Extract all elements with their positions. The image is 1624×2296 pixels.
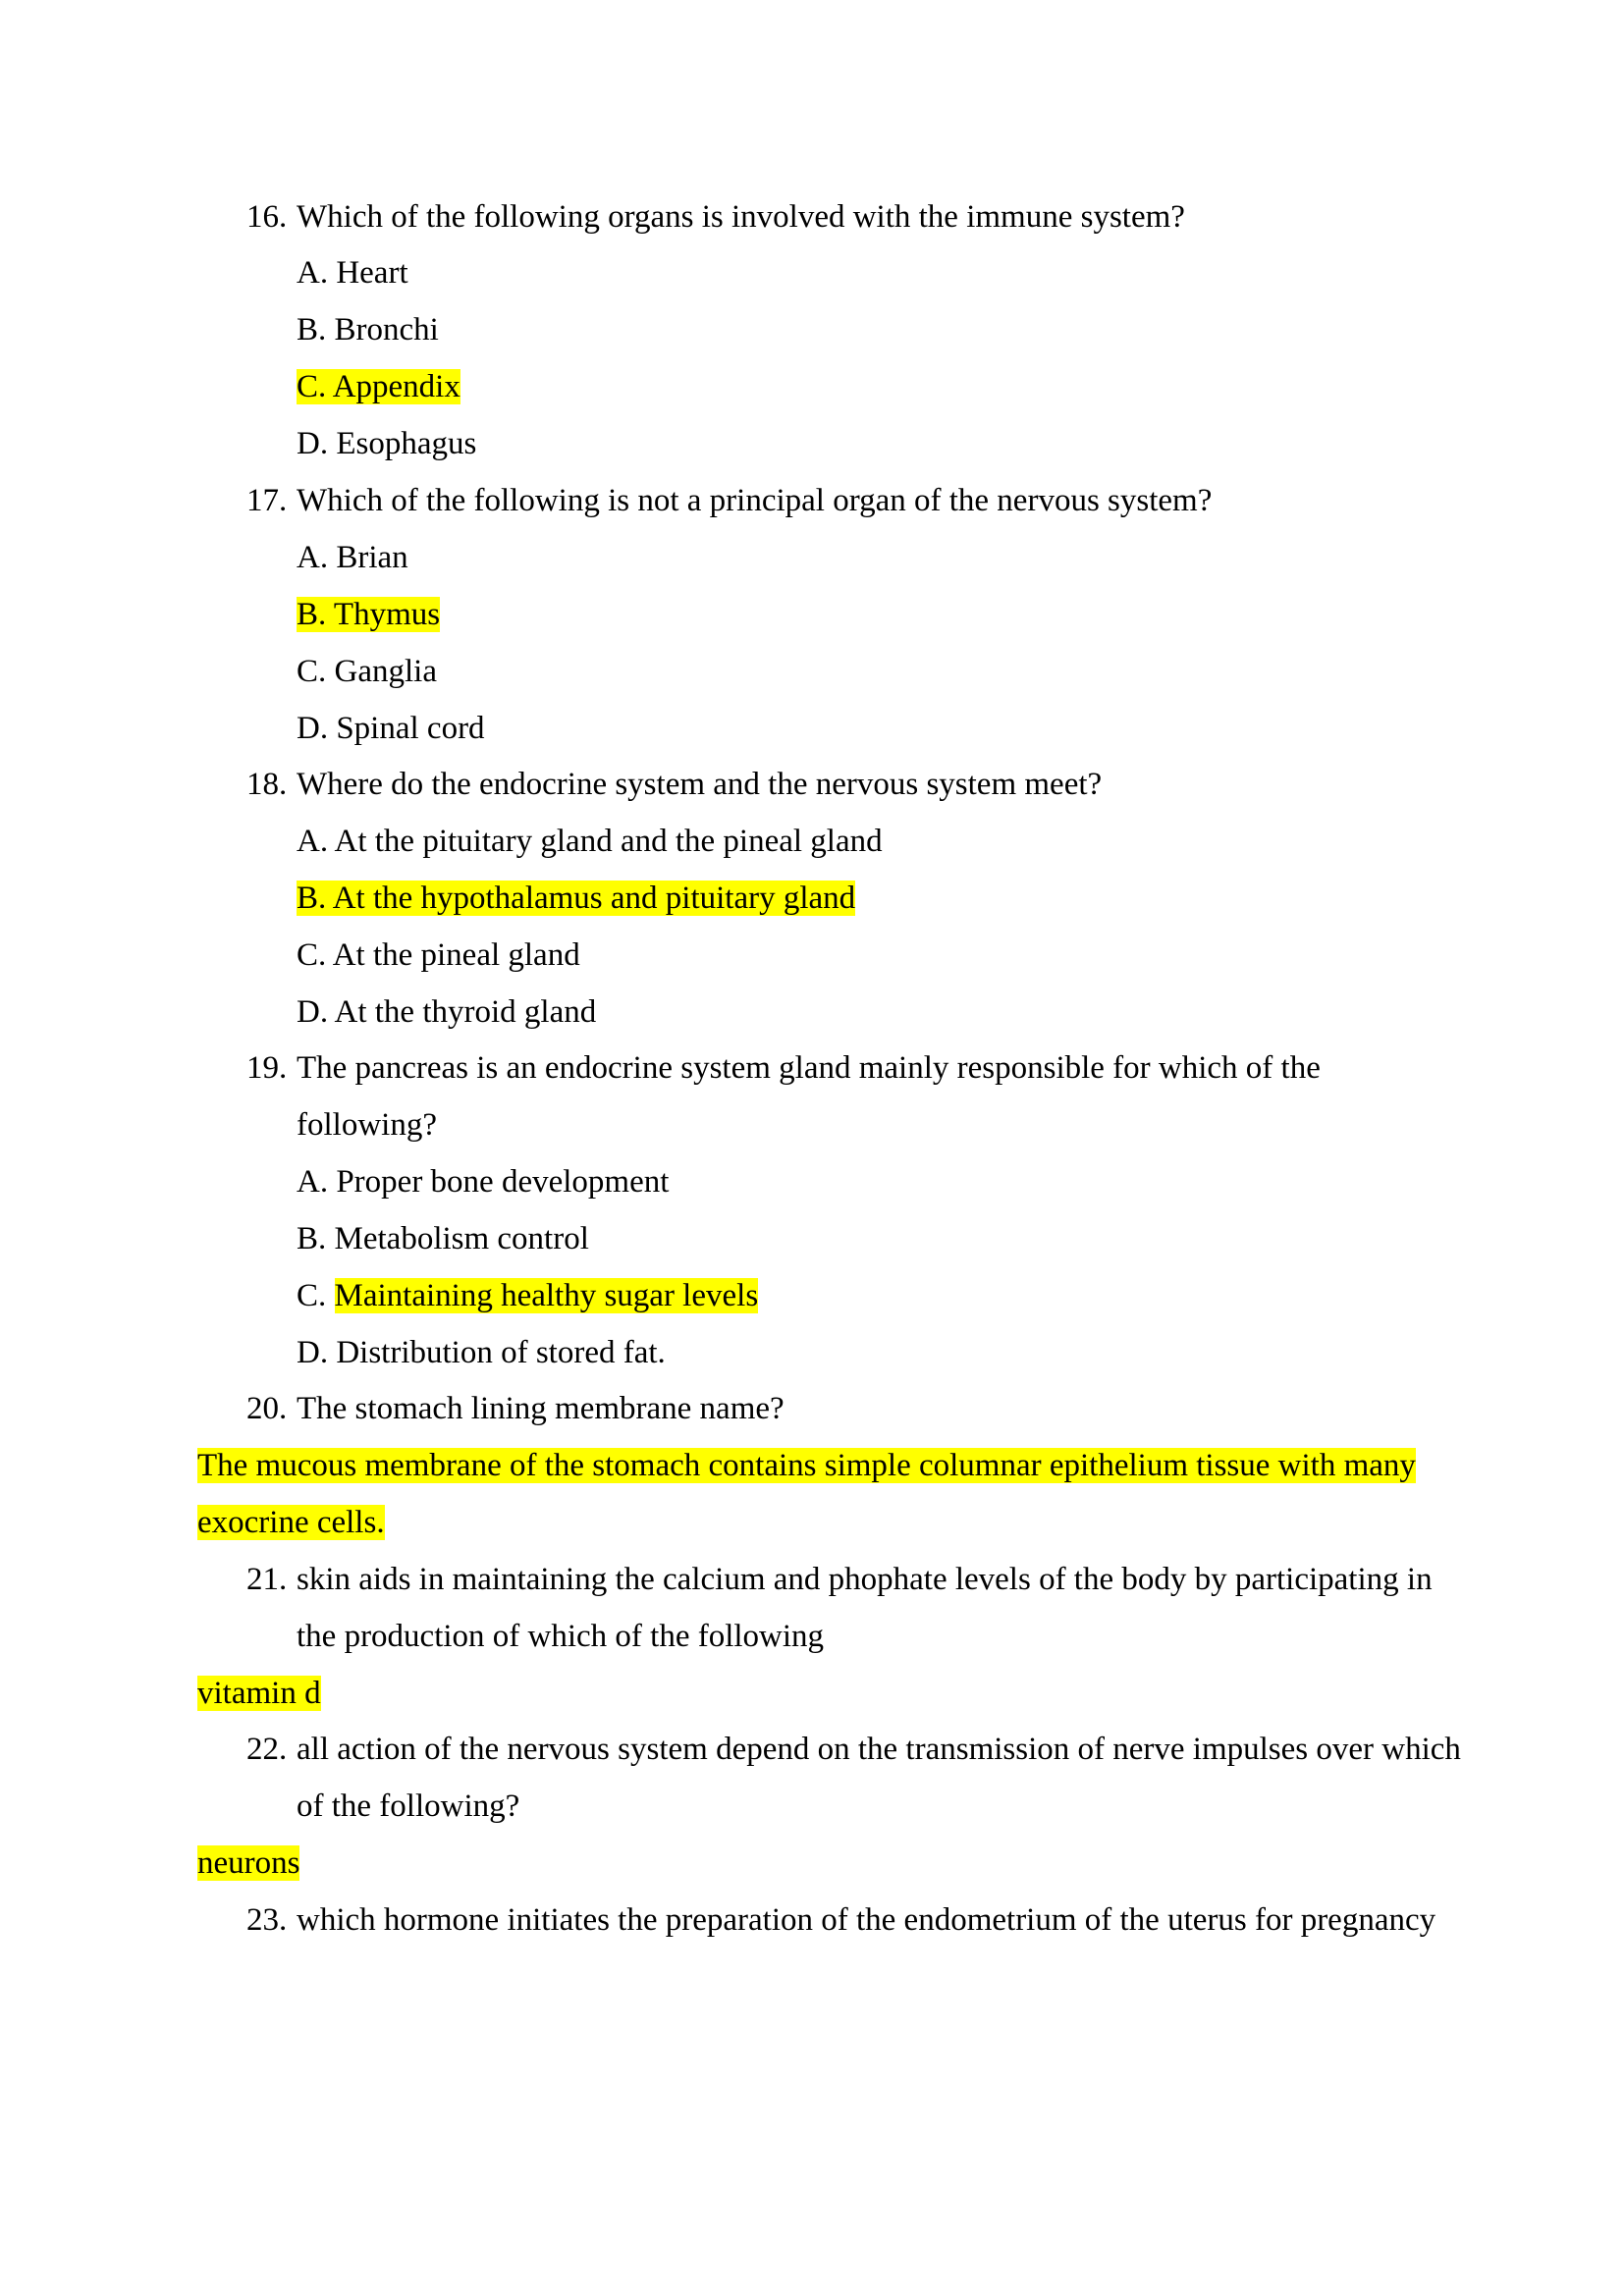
question-number: 22. [246,1732,288,1767]
question-text: skin aids in maintaining the calcium and phophate levels of the body by participating in [297,1562,1433,1597]
option-c-highlighted-answer: Maintaining healthy sugar levels [334,1278,759,1313]
option-b: B. Metabolism control [297,1221,589,1256]
option-c: C. Ganglia [297,654,437,689]
question-text: all action of the nervous system depend on the transmission of nerve impulses over which [297,1732,1461,1767]
option-a: A. Brian [297,540,408,575]
question-text: Which of the following is not a principal organ of the nervous system? [297,483,1213,518]
question-number: 19. [246,1050,288,1086]
question-text-continued: of the following? [297,1789,520,1824]
option-d: D. Spinal cord [297,711,485,746]
question-number: 17. [246,483,288,518]
highlighted-answer-continued: exocrine cells. [197,1505,385,1540]
option-d: D. At the thyroid gland [297,994,597,1030]
question-number: 21. [246,1562,288,1597]
option-a: A. Proper bone development [297,1164,670,1200]
highlighted-answer: The mucous membrane of the stomach contains simple columnar epithelium tissue with many [197,1448,1416,1483]
question-text: Which of the following organs is involved with the immune system? [297,199,1185,235]
option-a: A. Heart [297,255,408,291]
option-d: D. Esophagus [297,426,477,461]
option-c: C. At the pineal gland [297,937,580,973]
question-number: 18. [246,767,288,802]
option-b-highlighted-answer: B. Thymus [297,597,441,632]
question-number: 16. [246,199,288,235]
highlighted-answer: vitamin d [197,1676,321,1711]
option-c [297,1276,758,1315]
highlighted-answer: neurons [197,1845,300,1881]
option-b-highlighted-answer: B. At the hypothalamus and pituitary gland [297,881,856,916]
question-text: The stomach lining membrane name? [297,1391,785,1426]
option-d: D. Distribution of stored fat. [297,1335,666,1370]
question-text: Where do the endocrine system and the nervous system meet? [297,767,1103,802]
option-c-highlighted-answer: C. Appendix [297,369,460,404]
question-text: which hormone initiates the preparation of the endometrium of the uterus for pregnancy [297,1902,1436,1938]
option-c-label: C. [297,1278,335,1313]
question-number: 23. [246,1902,288,1938]
option-a: A. At the pituitary gland and the pineal gland [297,824,883,859]
question-number: 20. [246,1391,288,1426]
question-text-continued: following? [297,1107,437,1143]
option-b: B. Bronchi [297,312,439,347]
question-text: The pancreas is an endocrine system gland mainly responsible for which of the [297,1050,1321,1086]
question-text-continued: the production of which of the following [297,1619,825,1654]
